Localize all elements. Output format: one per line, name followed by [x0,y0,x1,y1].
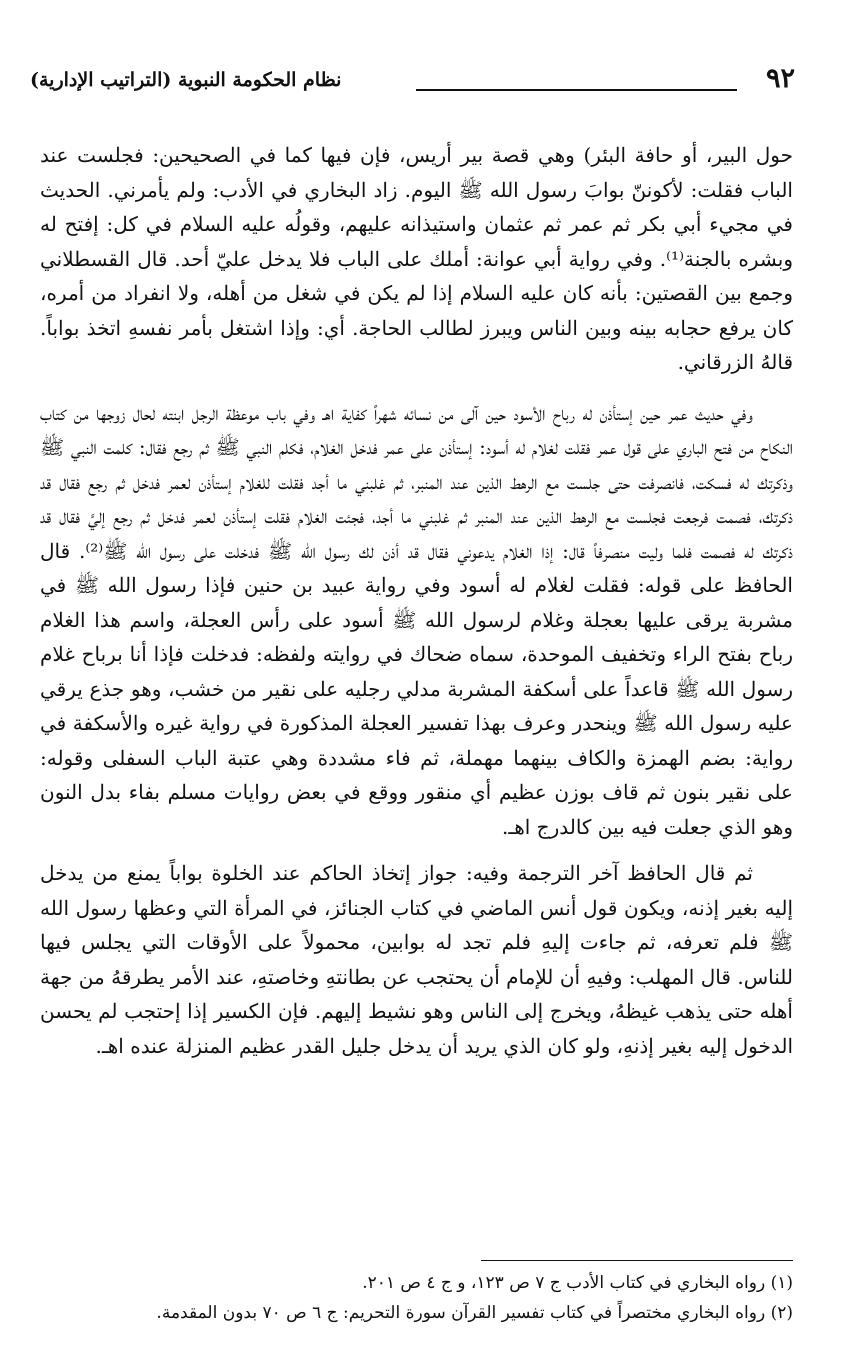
paragraph: وفي حديث عمر حين إستأذن له رباح الأسود حين آلى من نسائه شهراً كفاية اهـ وفي باب موعظة الرجل ابنته لحال زوجها من كتاب النكاح من فتح الباري على قول عمر فقلت لغلام له أسود: إستأذن على عمر فدخل الغلام، فكلم النبي ﷺ ثم رجع فقال: كلمت النبي ﷺ وذكرتك له فسكت، فانصرفت حتى جلست مع الرهط الذين عند المنبر، ثم غلبني ما أجد فقلت للغلام إستأذن لعمر فدخل ثم رجع فقال قد ذكرتك، فصمت فرجعت فجلست مع الرهط الذين عند المنبر ثم غلبني ما أجد، فجئت الغلام فقلت إستأذن لعمر فدخل ثم رجع إليَّ فقال قد ذكرتك له فصمت فلما وليت منصرفاً قال: إذا الغلام يدعوني فقال قد أذن لك رسول الله ﷺ فدخلت على رسول الله ﷺ⁽²⁾. قال الحافظ على قوله: فقلت لغلام له أسود وفي رواية عبيد بن حنين فإذا رسول الله ﷺ في مشربة يرقى عليها بعجلة وغلام لرسول الله ﷺ أسود على رأس العجلة، واسم هذا الغلام رباح بفتح الراء وتخفيف الموحدة، سماه ضحاك في روايته ولفظه: فدخلت فإذا أنا برباح غلام رسول الله ﷺ قاعداً على أسكفة المشربة مدلي رجليه على نقير من خشب، وهو جذع يرقي عليه رسول الله ﷺ وينحدر وعرف بهذا تفسير العجلة المذكورة في رواية غيره والأسكفة في رواية: بضم الهمزة والكاف بينهما مهملة، ثم فاء مشددة وهي عتبة الباب السفلى وقوله: على نقير بنون ثم قاف بوزن عظيم أي منقور ووقع في بعض روايات مسلم بفاء بدل النون وهو الذي جعلت فيه بين كالدرج اهـ. [40,400,794,839]
page-header [30,62,795,98]
footnote-1: (١) رواه البخاري في كتاب الأدب ج ٧ ص ١٢٣، و ج ٤ ص ٢٠١. [362,1273,793,1293]
page-number: ٩٢ [765,63,795,94]
paragraph: حول البير، أو حافة البئر) وهي قصة بير أريس، فإن فيها كما في الصحيحين: فجلست عند الباب فقلت: لأكوننّ بوابَ رسول الله ﷺ اليوم. زاد البخاري في الأدب: ولم يأمرني. الحديث في مجيء أبي بكر ثم عمر ثم عثمان واستيذانه عليهم، وقولُه عليه السلام في كل: إفتح له وبشره بالجنة⁽¹⁾. وفي رواية أبي عوانة: أملك على الباب فلا يدخل عليّ أحد. قال القسطلاني وجمع بين القصتين: بأنه كان عليه السلام إذا لم يكن في شغل من أهله، ولا انفراد من أمره، كان يرفع حجابه بينه وبين الناس ويبرز لطالب الحاجة. أي: وإذا اشتغل بأمر نفسهِ اتخذ بواباً. قالهُ الزرقاني. [40,143,793,374]
body-text [40,138,793,1063]
footnote-2: (٢) رواه البخاري مختصراً في كتاب تفسير القرآن سورة التحريم: ج ٦ ص ٧٠ بدون المقدمة. [156,1303,793,1323]
running-title: نظام الحكومة النبوية (التراتيب الإدارية) [30,69,342,91]
paragraph: ثم قال الحافظ آخر الترجمة وفيه: جواز إتخاذ الحاكم عند الخلوة بواباً يمنع من يدخل إليه بغير إذنه، ويكون قول أنس الماضي في كتاب الجنائز، في المرأة التي وعظها رسول الله ﷺ فلم تعرفه، ثم جاءت إليهِ فلم تجد له بوابين، محمولاً على الأوقات التي يجلس فيها للناس. قال المهلب: وفيهِ أن للإمام أن يحتجب عن بطانتهِ وخاصتهِ، عند الأمر يطرقهُ من جهة أهله حتى يذهب غيظهُ، ويخرج إلى الناس وهو نشيط إليهم. فإن الكسير إذا إحتجب لم يحسن الدخول إليه بغير إذنهِ، ولو كان الذي يريد أن يدخل جليل القدر عظيم المنزلة عنده اهـ. [40,861,793,1058]
header-rule [416,89,737,91]
footnotes [40,1268,793,1328]
footnote-separator [481,1260,793,1261]
